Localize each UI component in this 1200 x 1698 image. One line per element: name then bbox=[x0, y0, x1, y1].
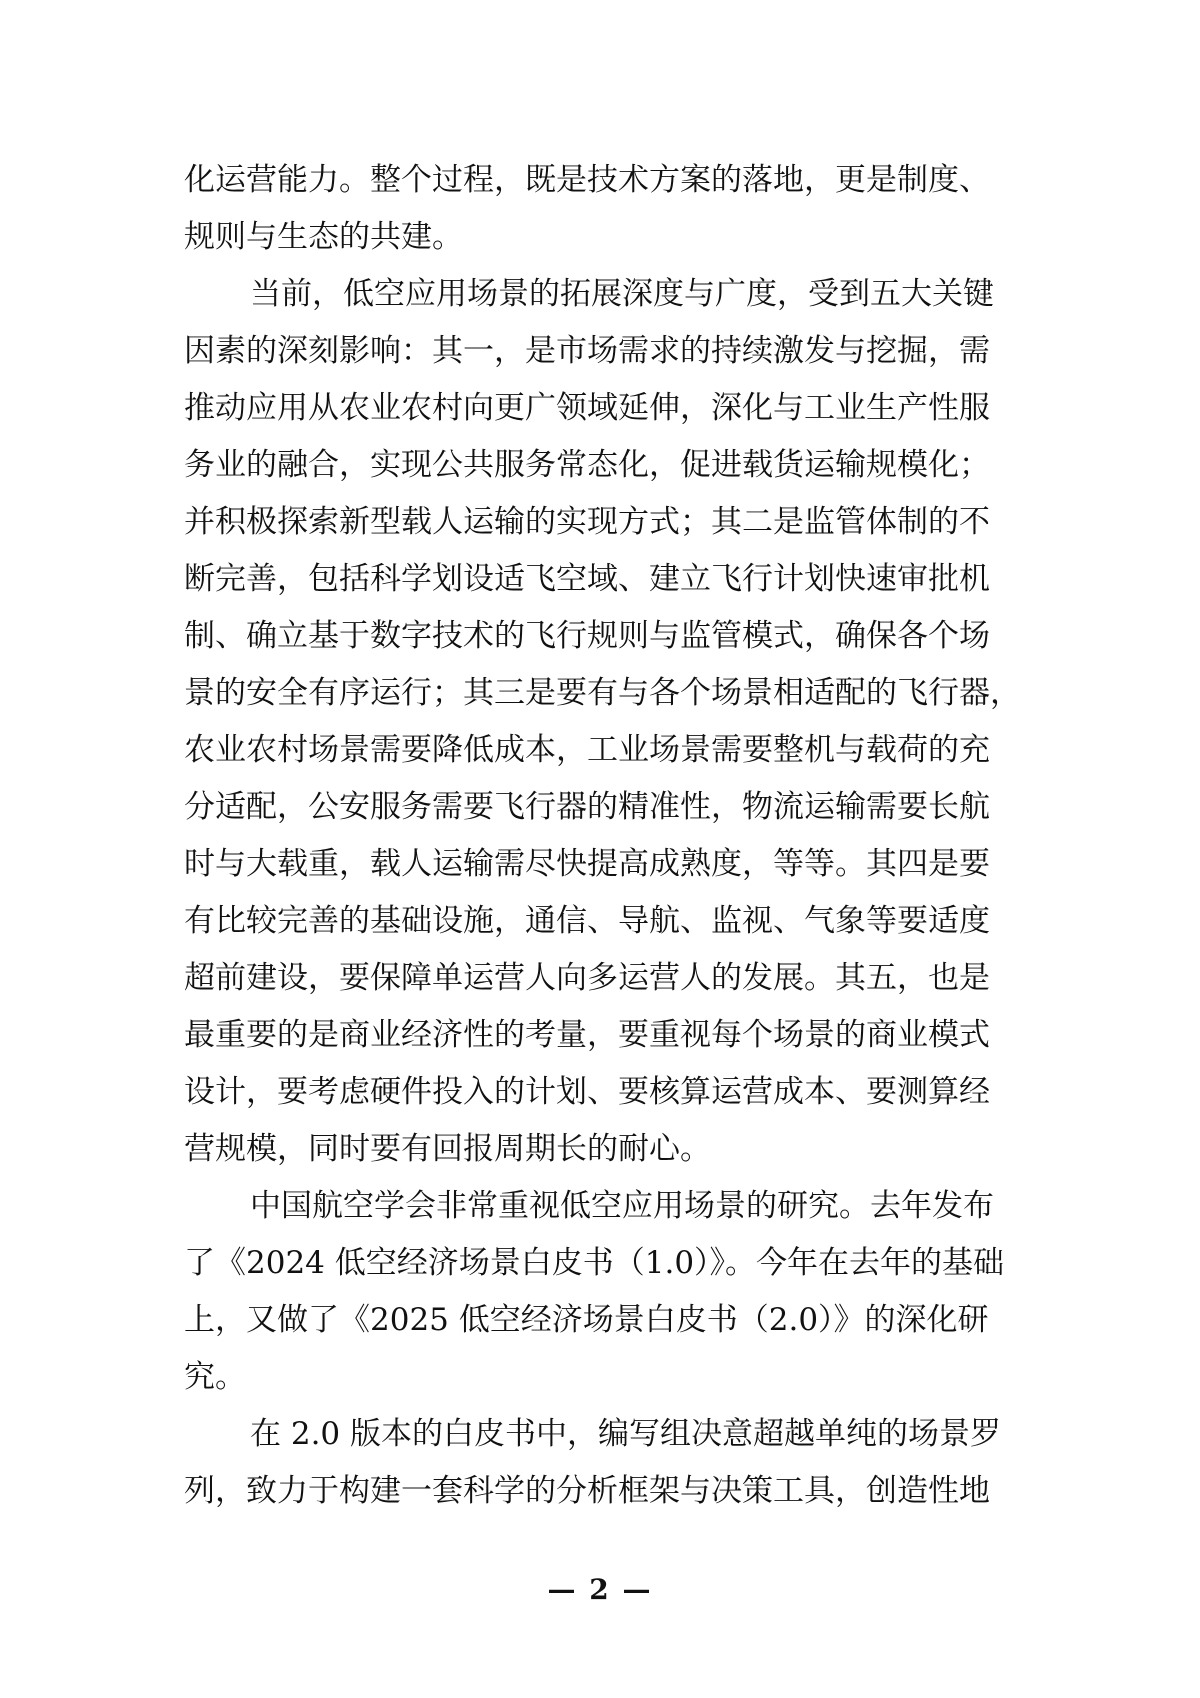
text-line-19: 中国航空学会非常重视低空应用场景的研究。去年发布 bbox=[250, 1188, 994, 1224]
text-line-4: 因素的深刻影响：其一，是市场需求的持续激发与挖掘，需 bbox=[184, 333, 990, 369]
text-line-1: 化运营能力。整个过程，既是技术方案的落地，更是制度、 bbox=[184, 162, 990, 198]
text-line-10: 景的安全有序运行；其三是要有与各个场景相适配的飞行器， bbox=[184, 675, 1021, 711]
text-line-3: 当前，低空应用场景的拓展深度与广度，受到五大关键 bbox=[250, 276, 994, 312]
text-line-5: 推动应用从农业农村向更广领域延伸，深化与工业生产性服 bbox=[184, 390, 990, 426]
text-line-2: 规则与生态的共建。 bbox=[184, 219, 463, 255]
text-line-22: 究。 bbox=[184, 1359, 246, 1395]
text-line-14: 有比较完善的基础设施，通信、导航、监视、气象等要适度 bbox=[184, 903, 990, 939]
text-line-11: 农业农村场景需要降低成本，工业场景需要整机与载荷的充 bbox=[184, 732, 990, 768]
text-line-15: 超前建设，要保障单运营人向多运营人的发展。其五，也是 bbox=[184, 960, 990, 996]
text-line-12: 分适配，公安服务需要飞行器的精准性，物流运输需要长航 bbox=[184, 789, 990, 825]
text-line-23: 在 2.0 版本的白皮书中，编写组决意超越单纯的场景罗 bbox=[250, 1416, 1002, 1452]
page-number: — 2 — bbox=[547, 1573, 653, 1606]
text-line-24: 列，致力于构建一套科学的分析框架与决策工具，创造性地 bbox=[184, 1473, 990, 1509]
text-line-21: 上，又做了《2025 低空经济场景白皮书（2.0）》的深化研 bbox=[184, 1302, 989, 1338]
text-line-9: 制、确立基于数字技术的飞行规则与监管模式，确保各个场 bbox=[184, 618, 990, 654]
text-line-6: 务业的融合，实现公共服务常态化，促进载货运输规模化； bbox=[184, 447, 990, 483]
text-line-20: 了《2024 低空经济场景白皮书（1.0）》。今年在去年的基础 bbox=[184, 1245, 1005, 1281]
text-line-8: 断完善，包括科学划设适飞空域、建立飞行计划快速审批机 bbox=[184, 561, 990, 597]
text-line-17: 设计，要考虑硬件投入的计划、要核算运营成本、要测算经 bbox=[184, 1074, 990, 1110]
text-line-16: 最重要的是商业经济性的考量，要重视每个场景的商业模式 bbox=[184, 1017, 990, 1053]
text-line-7: 并积极探索新型载人运输的实现方式；其二是监管体制的不 bbox=[184, 504, 990, 540]
text-line-18: 营规模，同时要有回报周期长的耐心。 bbox=[184, 1131, 711, 1167]
text-line-13: 时与大载重，载人运输需尽快提高成熟度，等等。其四是要 bbox=[184, 846, 990, 882]
